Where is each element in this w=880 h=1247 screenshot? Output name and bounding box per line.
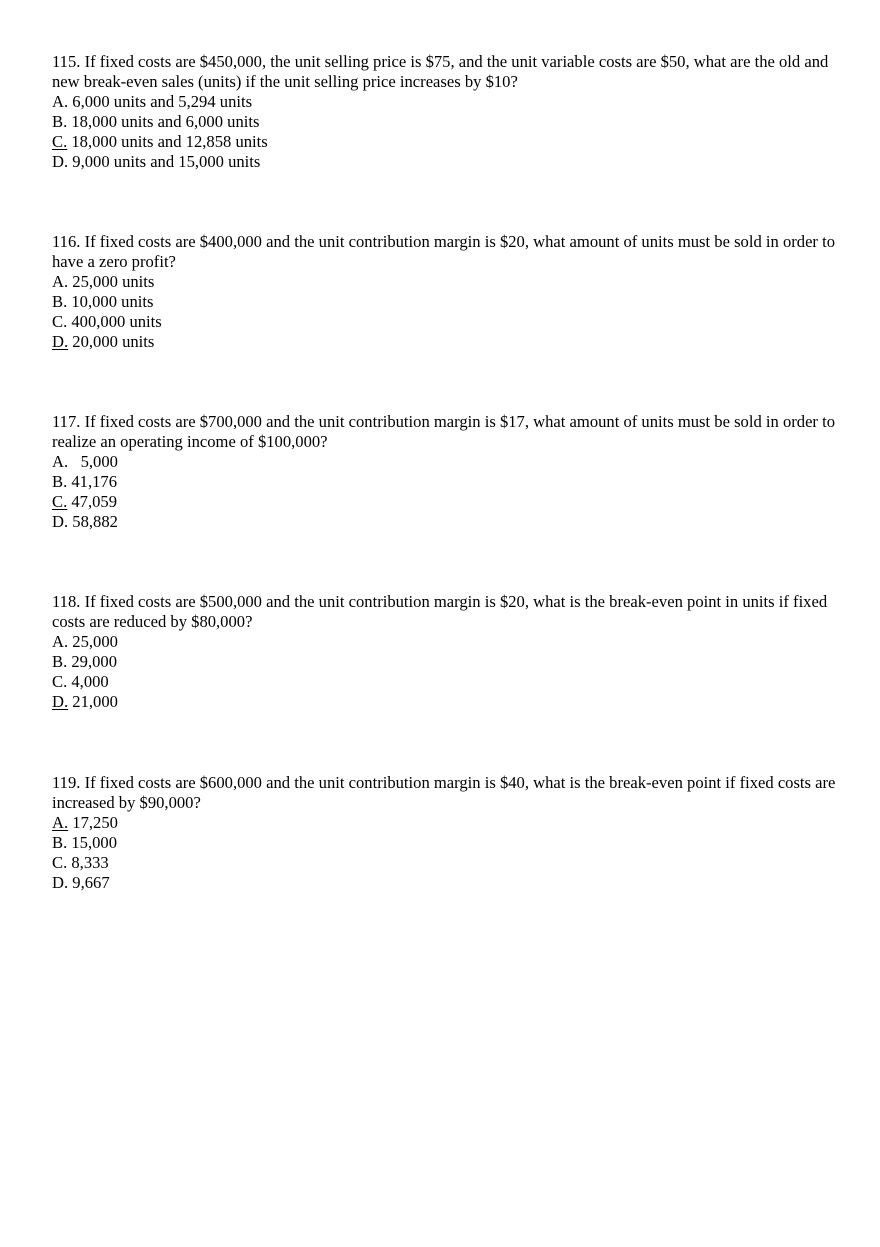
option-letter: C. bbox=[52, 312, 68, 331]
option-text: 15,000 bbox=[67, 833, 117, 852]
answer-option-c bbox=[52, 132, 842, 152]
answer-option-a bbox=[52, 272, 842, 292]
option-letter: C. bbox=[52, 853, 68, 872]
answer-option-d bbox=[52, 152, 842, 172]
option-letter: A. bbox=[52, 272, 69, 291]
option-letter: C. bbox=[52, 672, 68, 691]
option-text: 58,882 bbox=[68, 512, 118, 531]
question-117 bbox=[52, 412, 842, 532]
option-text: 5,000 bbox=[68, 452, 118, 471]
option-letter: B. bbox=[52, 652, 68, 671]
option-letter: D. bbox=[52, 873, 69, 892]
option-text: 29,000 bbox=[67, 652, 117, 671]
option-text: 400,000 units bbox=[67, 312, 162, 331]
option-letter: B. bbox=[52, 833, 68, 852]
question-text: 117. If fixed costs are $700,000 and the unit contribution margin is $17, what amount of units must be sold in order to realize an operating income of $100,000? bbox=[52, 412, 836, 451]
answer-option-a bbox=[52, 92, 842, 112]
answer-option-a bbox=[52, 452, 842, 472]
option-text: 25,000 bbox=[68, 632, 118, 651]
answer-option-d bbox=[52, 332, 842, 352]
option-letter-correct: D. bbox=[52, 332, 69, 351]
answer-option-d bbox=[52, 692, 842, 712]
question-text: 118. If fixed costs are $500,000 and the unit contribution margin is $20, what is the break-even point in units if fixed costs are reduced by $80,000? bbox=[52, 592, 828, 631]
question-119 bbox=[52, 773, 842, 893]
question-115 bbox=[52, 52, 842, 172]
answer-option-b bbox=[52, 833, 842, 853]
option-text: 4,000 bbox=[67, 672, 109, 691]
option-letter-correct: C. bbox=[52, 132, 68, 151]
question-text: 115. If fixed costs are $450,000, the unit selling price is $75, and the unit variable costs are $50, what are the old and new break-even sales (units) if the unit selling price increases by $10? bbox=[52, 52, 829, 91]
answer-option-c bbox=[52, 492, 842, 512]
option-text: 41,176 bbox=[67, 472, 117, 491]
question-118 bbox=[52, 592, 842, 712]
option-letter: A. bbox=[52, 452, 69, 471]
option-text: 8,333 bbox=[67, 853, 109, 872]
option-letter: A. bbox=[52, 632, 69, 651]
answer-option-c bbox=[52, 312, 842, 332]
option-text: 9,667 bbox=[68, 873, 110, 892]
option-letter-correct: D. bbox=[52, 692, 69, 711]
answer-option-a bbox=[52, 632, 842, 652]
answer-option-b bbox=[52, 292, 842, 312]
option-letter: B. bbox=[52, 292, 68, 311]
option-text: 9,000 units and 15,000 units bbox=[68, 152, 261, 171]
answer-option-d bbox=[52, 512, 842, 532]
answer-option-c bbox=[52, 853, 842, 873]
question-text: 119. If fixed costs are $600,000 and the unit contribution margin is $40, what is the break-even point if fixed costs are increased by $90,000? bbox=[52, 773, 836, 812]
option-text: 17,250 bbox=[68, 813, 118, 832]
answer-option-b bbox=[52, 472, 842, 492]
option-text: 47,059 bbox=[67, 492, 117, 511]
question-116 bbox=[52, 232, 842, 352]
answer-option-b bbox=[52, 112, 842, 132]
option-text: 20,000 units bbox=[68, 332, 155, 351]
option-letter: B. bbox=[52, 472, 68, 491]
option-text: 10,000 units bbox=[67, 292, 154, 311]
question-text: 116. If fixed costs are $400,000 and the unit contribution margin is $20, what amount of units must be sold in order to have a zero profit? bbox=[52, 232, 836, 271]
option-letter: D. bbox=[52, 512, 69, 531]
option-letter: A. bbox=[52, 92, 69, 111]
option-letter-correct: A. bbox=[52, 813, 69, 832]
option-letter: B. bbox=[52, 112, 68, 131]
option-text: 6,000 units and 5,294 units bbox=[68, 92, 253, 111]
option-letter-correct: C. bbox=[52, 492, 68, 511]
answer-option-d bbox=[52, 873, 842, 893]
option-text: 18,000 units and 12,858 units bbox=[67, 132, 268, 151]
answer-option-a bbox=[52, 813, 842, 833]
answer-option-c bbox=[52, 672, 842, 692]
option-text: 18,000 units and 6,000 units bbox=[67, 112, 260, 131]
answer-option-b bbox=[52, 652, 842, 672]
option-text: 25,000 units bbox=[68, 272, 155, 291]
option-letter: D. bbox=[52, 152, 69, 171]
option-text: 21,000 bbox=[68, 692, 118, 711]
